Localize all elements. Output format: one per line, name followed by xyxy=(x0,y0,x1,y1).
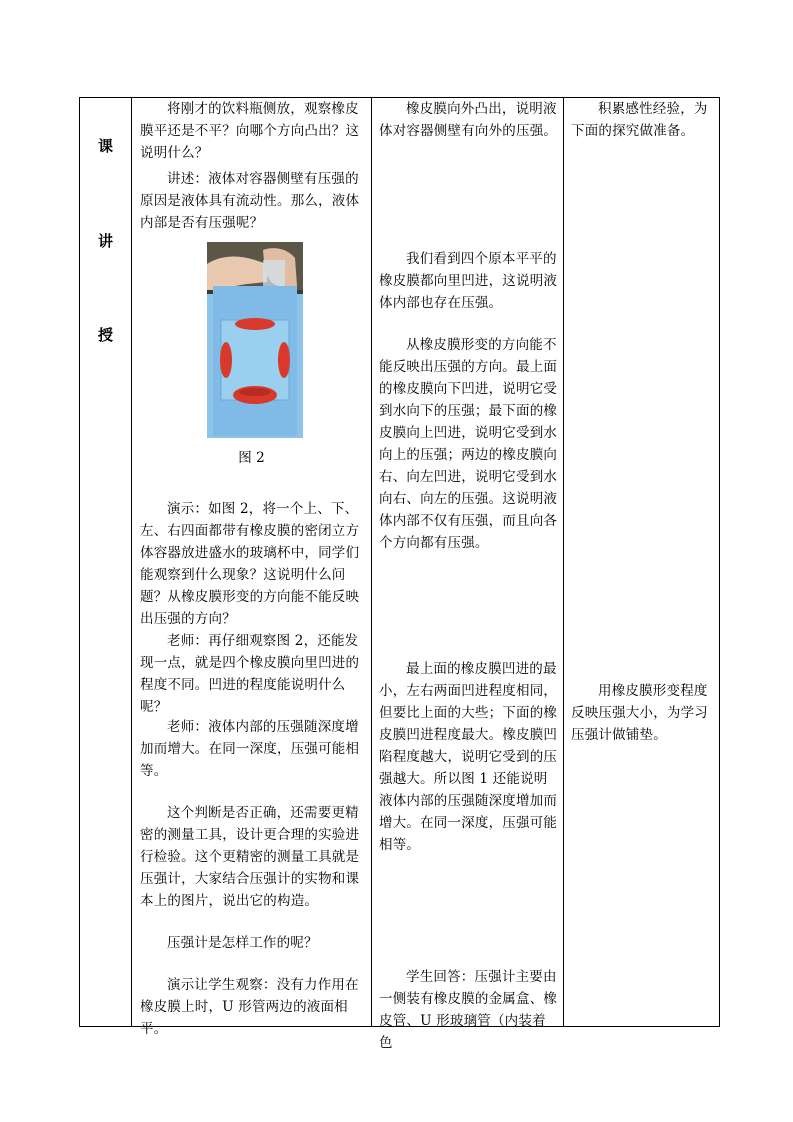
intent-paragraph-1: 积累感性经验，为下面的探究做准备。 xyxy=(571,101,708,139)
section-label-cell xyxy=(80,98,132,1027)
student-paragraph-2: 我们看到四个原本平平的橡皮膜都向里凹进，这说明液体内部也存在压强。 xyxy=(379,251,558,311)
teacher-paragraph-8: 演示让学生观察：没有力作用在橡皮膜上时，U 形管两边的液面相平。 xyxy=(140,977,359,1037)
student-paragraph-4: 最上面的橡皮膜凹进的最小，左右两面凹进程度相同，但要比上面的大些；下面的橡皮膜凹进程度最大。橡皮膜凹陷程度越大，说明它受到的压强越大。所以图 1 还能说明液体内部的压强随深度增加而增大。在同一深度，压强可能相等。 xyxy=(379,661,558,853)
teacher-paragraph-4: 老师：再仔细观察图 2，还能发现一点，就是四个橡皮膜向里凹进的程度不同。凹进的程度能说明什么呢？ xyxy=(140,633,360,715)
teacher-paragraph-3: 演示：如图 2，将一个上、下、左、右四面都带有橡皮膜的密闭立方体容器放进盛水的玻璃杯中，同学们能观察到什么现象？这说明什么问题？从橡皮膜形变的方向能不能反映出压强的方向？ xyxy=(140,501,360,627)
figure-caption: 图 2 xyxy=(238,450,265,466)
intent-paragraph-2: 用橡皮膜形变程度反映压强大小，为学习压强计做铺垫。 xyxy=(571,683,708,743)
cube-in-water-photo xyxy=(207,242,303,438)
teacher-paragraph-7: 压强计是怎样工作的呢？ xyxy=(167,935,318,951)
student-activity-cell xyxy=(372,98,564,1051)
section-label-char-1: 课 xyxy=(97,137,113,155)
teacher-paragraph-2: 讲述：液体对容器侧壁有压强的原因是液体具有流动性。那么，液体内部是否有压强呢？ xyxy=(140,171,360,231)
student-paragraph-1: 橡皮膜向外凸出，说明液体对容器侧壁有向外的压强。 xyxy=(379,101,558,139)
section-label-char-2: 讲 xyxy=(97,232,113,250)
student-paragraph-5: 学生回答：压强计主要由一侧装有橡皮膜的金属盒、橡皮管、U 形玻璃管（内装着色 xyxy=(379,969,558,1051)
design-intent-cell xyxy=(564,98,720,1027)
teacher-paragraph-1: 将刚才的饮料瓶侧放，观察橡皮膜平还是不平？向哪个方向凸出？这说明什么？ xyxy=(140,101,360,161)
teacher-paragraph-6: 这个判断是否正确，还需要更精密的测量工具，设计更合理的实验进行检验。这个更精密的测量工具就是压强计，大家结合压强计的实物和课本上的图片，说出它的构造。 xyxy=(140,805,360,909)
lesson-table xyxy=(79,97,720,1051)
student-paragraph-3: 从橡皮膜形变的方向能不能反映出压强的方向。最上面的橡皮膜向下凹进，说明它受到水向下的压强；最下面的橡皮膜向上凹进，说明它受到水向上的压强；两边的橡皮膜向右、向左凹进，说明它受到水向右、向左的压强。这说明液体内部不仅有压强，而且向各个方向都有压强。 xyxy=(379,337,558,551)
teacher-activity-cell xyxy=(132,98,372,1037)
section-label-char-3: 授 xyxy=(97,326,113,344)
teacher-paragraph-5: 老师：液体内部的压强随深度增加而增大。在同一深度，压强可能相等。 xyxy=(140,719,360,779)
